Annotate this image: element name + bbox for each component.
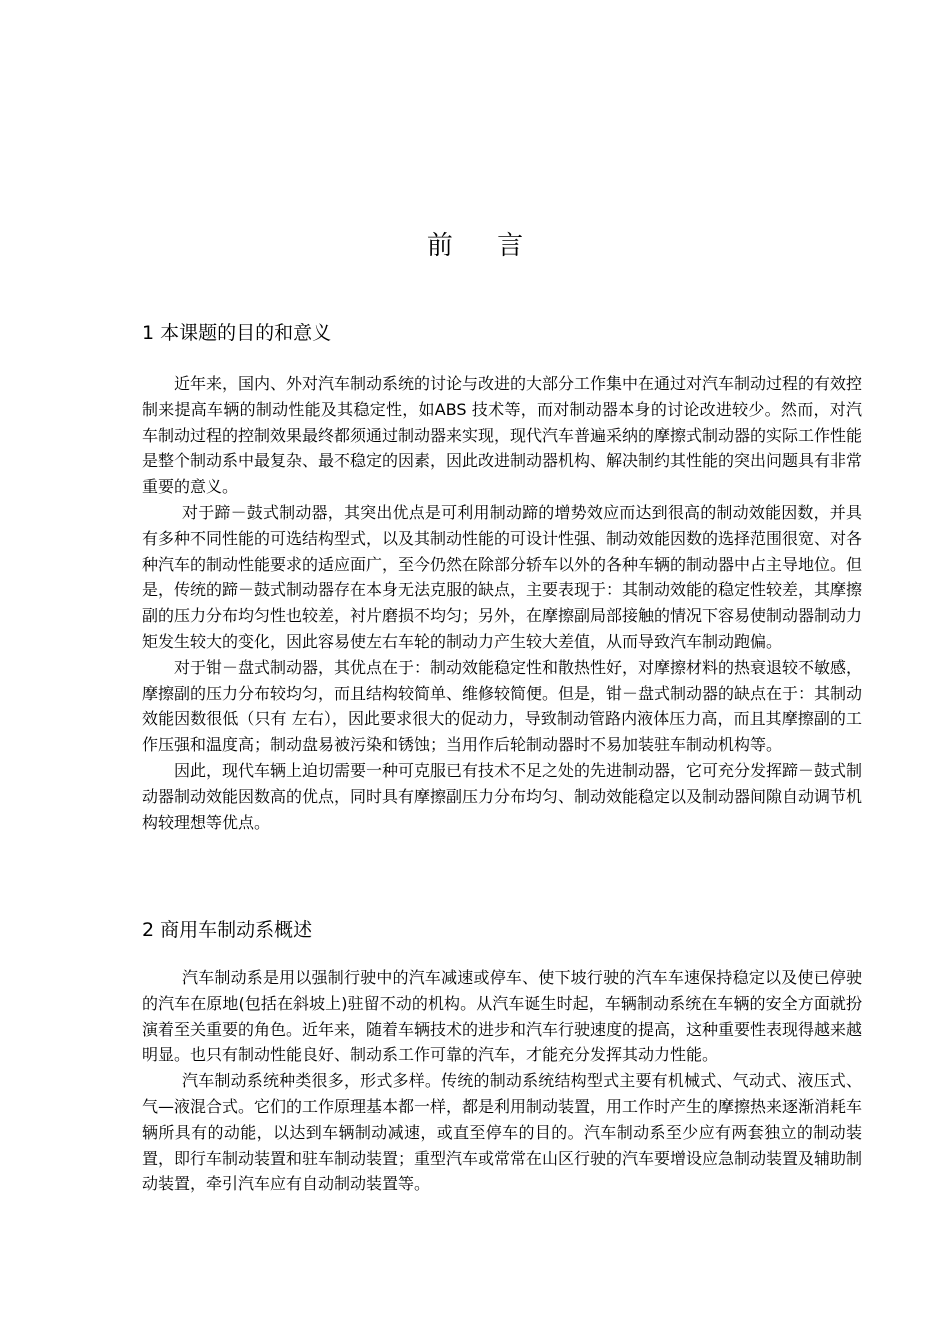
paragraph: 对于钳－盘式制动器，其优点在于：制动效能稳定性和散热性好，对摩擦材料的热衰退较不敏感，摩擦副的压力分布较均匀，而且结构较简单、维修较简便。但是，钳－盘式制动器的缺点在于：其制动效能因数很低（只有 左右），因此要求很大的促动力，导致制动管路内液体压力高，而且其摩擦副的工作压强和温度高；制动盘易被污染和锈蚀；当用作后轮制动器时不易加装驻车制动机构等。 bbox=[142, 657, 863, 755]
section-heading-purpose: 1 本课题的目的和意义 bbox=[142, 322, 332, 344]
paragraph: 汽车制动系统种类很多，形式多样。传统的制动系统结构型式主要有机械式、气动式、液压式、气—液混合式。它们的工作原理基本都一样，都是利用制动装置，用工作时产生的摩擦热来逐渐消耗车辆所具有的动能，以达到车辆制动减速，或直至停车的目的。汽车制动系至少应有两套独立的制动装置，即行车制动装置和驻车制动装置；重型汽车或常常在山区行驶的汽车要增设应急制动装置及辅助制动装置，牵引汽车应有自动制动装置等。 bbox=[142, 1071, 863, 1194]
page-title: 前 言 bbox=[426, 231, 542, 261]
paragraph: 近年来，国内、外对汽车制动系统的讨论与改进的大部分工作集中在通过对汽车制动过程的有效控制来提高车辆的制动性能及其稳定性，如ABS 技术等，而对制动器本身的讨论改进较少。然而，对汽车制动过程的控制效果最终都须通过制动器来实现，现代汽车普遍采纳的摩擦式制动器的实际工作性能是整个制动系中最复杂、最不稳定的因素，因此改进制动器机构、解决制约其性能的突出问题具有非常重要的意义。 bbox=[142, 374, 863, 497]
paragraph: 汽车制动系是用以强制行驶中的汽车减速或停车、使下坡行驶的汽车车速保持稳定以及使已停驶的汽车在原地(包括在斜坡上)驻留不动的机构。从汽车诞生时起，车辆制动系统在车辆的安全方面就扮演着至关重要的角色。近年来，随着车辆技术的进步和汽车行驶速度的提高，这种重要性表现得越来越明显。也只有制动性能良好、制动系工作可靠的汽车，才能充分发挥其动力性能。 bbox=[142, 968, 863, 1065]
paragraph: 因此，现代车辆上迫切需要一种可克服已有技术不足之处的先进制动器，它可充分发挥蹄－鼓式制动器制动效能因数高的优点，同时具有摩擦副压力分布均匀、制动效能稳定以及制动器间隙自动调节机构较理想等优点。 bbox=[142, 760, 863, 832]
section-body-overview bbox=[142, 965, 862, 1197]
paragraph: 对于蹄－鼓式制动器，其突出优点是可利用制动蹄的增势效应而达到很高的制动效能因数，并具有多种不同性能的可选结构型式，以及其制动性能的可设计性强、制动效能因数的选择范围很宽、对各种汽车的制动性能要求的适应面广，至今仍然在除部分轿车以外的各种车辆的制动器中占主导地位。但是，传统的蹄－鼓式制动器存在本身无法克服的缺点，主要表现于：其制动效能的稳定性较差，其摩擦副的压力分布均匀性也较差，衬片磨损不均匀；另外，在摩擦副局部接触的情况下容易使制动器制动力矩发生较大的变化，因此容易使左右车轮的制动力产生较大差值，从而导致汽车制动跑偏。 bbox=[142, 502, 863, 651]
section-heading-overview: 2 商用车制动系概述 bbox=[142, 919, 313, 941]
section-body-purpose bbox=[142, 371, 862, 835]
